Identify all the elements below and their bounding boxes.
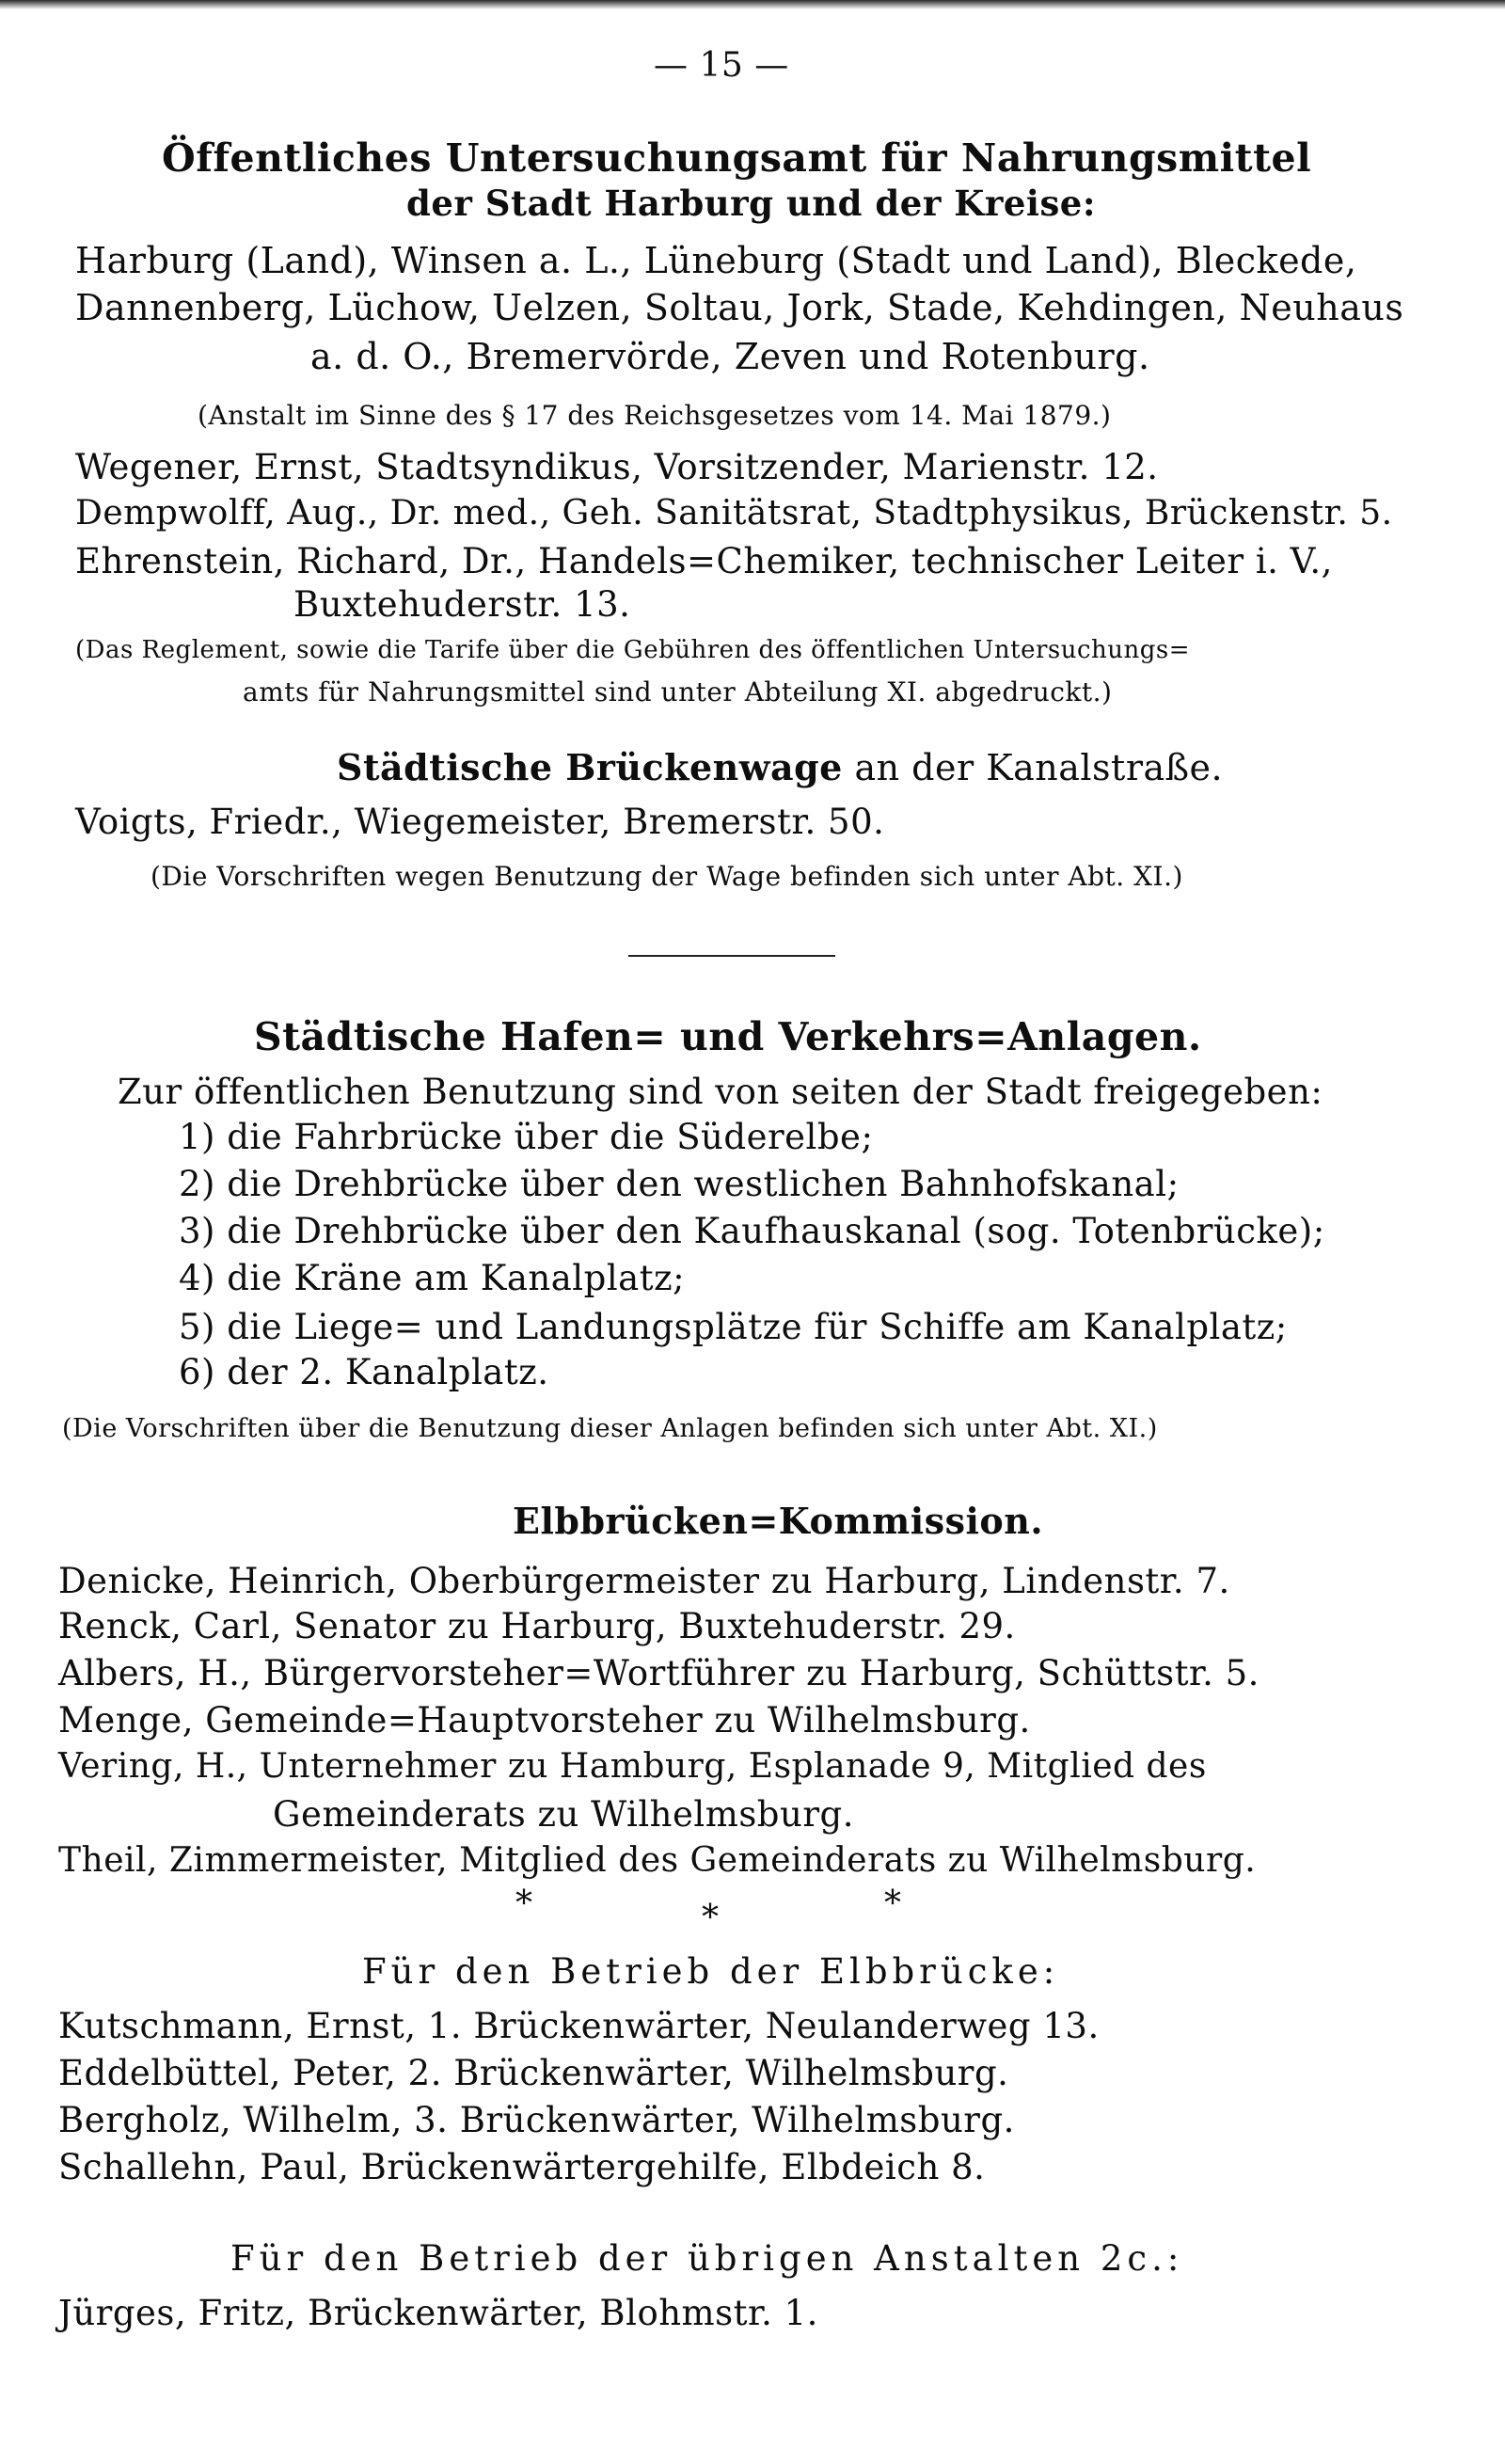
- member-line: Jürges, Fritz, Brückenwärter, Blohmstr. 1.: [58, 2293, 818, 2333]
- list-item-number: 6): [179, 1352, 215, 1392]
- betrieb-elbbruecke-heading: Für den Betrieb der Elbbrücke:: [362, 1951, 1060, 1992]
- member-line: Wegener, Ernst, Stadtsyndikus, Vorsitzender, Marienstr. 12.: [75, 447, 1159, 487]
- list-item: [179, 1164, 1180, 1204]
- list-item-number: 3): [179, 1211, 215, 1251]
- betrieb-uebrige-heading: Für den Betrieb der übrigen Anstalten 2c.:: [230, 2238, 1184, 2279]
- section-divider: [628, 955, 835, 957]
- list-item-number: 4): [179, 1258, 215, 1298]
- page-number: — 15 —: [654, 46, 789, 85]
- separator-star: *: [515, 1884, 532, 1923]
- member-line: Kutschmann, Ernst, 1. Brückenwärter, Neulanderweg 13.: [58, 2006, 1100, 2046]
- member-line: Voigts, Friedr., Wiegemeister, Bremerstr. 50.: [75, 802, 885, 842]
- district-line: a. d. O., Bremervörde, Zeven und Rotenburg.: [310, 336, 1150, 377]
- hafen-note: (Die Vorschriften über die Benutzung dieser Anlagen befinden sich unter Abt. XI.): [62, 1414, 1158, 1443]
- legal-note: (Anstalt im Sinne des § 17 des Reichsgesetzes vom 14. Mai 1879.): [198, 400, 1112, 431]
- list-item: [179, 1117, 874, 1157]
- list-item: [179, 1307, 1288, 1347]
- list-item-text: der 2. Kanalplatz.: [227, 1352, 549, 1392]
- list-item: [179, 1352, 549, 1392]
- hafen-heading: Städtische Hafen= und Verkehrs=Anlagen.: [254, 1014, 1202, 1059]
- list-item-text: die Fahrbrücke über die Süderelbe;: [227, 1117, 874, 1157]
- list-item-text: die Drehbrücke über den Kaufhauskanal (sog. Totenbrücke);: [227, 1211, 1325, 1251]
- member-line: Gemeinderats zu Wilhelmsburg.: [273, 1794, 854, 1835]
- member-line: Renck, Carl, Senator zu Harburg, Buxtehuderstr. 29.: [58, 1606, 1016, 1646]
- list-item-text: die Liege= und Landungsplätze für Schiffe am Kanalplatz;: [227, 1307, 1288, 1347]
- brueckenwage-heading-row: [337, 746, 1224, 788]
- hafen-intro: Zur öffentlichen Benutzung sind von seiten der Stadt freigegeben:: [118, 1072, 1323, 1112]
- list-item: [179, 1258, 686, 1298]
- brueckenwage-location: an der Kanalstraße.: [854, 747, 1224, 788]
- separator-star: *: [702, 1899, 719, 1937]
- member-line: Schallehn, Paul, Brückenwärtergehilfe, Elbdeich 8.: [58, 2147, 986, 2187]
- section-subtitle: der Stadt Harburg und der Kreise:: [406, 183, 1096, 224]
- wage-note: (Die Vorschriften wegen Benutzung der Wage befinden sich unter Abt. XI.): [150, 861, 1183, 892]
- member-line: Buxtehuderstr. 13.: [293, 584, 631, 625]
- member-line: Ehrenstein, Richard, Dr., Handels=Chemiker, technischer Leiter i. V.,: [75, 541, 1333, 581]
- list-item-text: die Kräne am Kanalplatz;: [227, 1258, 686, 1298]
- elbbruecken-heading: Elbbrücken=Kommission.: [513, 1500, 1044, 1542]
- list-item-text: die Drehbrücke über den westlichen Bahnhofskanal;: [227, 1164, 1180, 1204]
- footnote-line: (Das Reglement, sowie die Tarife über die Gebühren des öffentlichen Untersuchungs=: [75, 636, 1191, 664]
- member-line: Dempwolff, Aug., Dr. med., Geh. Sanitätsrat, Stadtphysikus, Brückenstr. 5.: [75, 494, 1393, 533]
- member-line: Eddelbüttel, Peter, 2. Brückenwärter, Wilhelmsburg.: [58, 2053, 1009, 2093]
- district-line: Harburg (Land), Winsen a. L., Lüneburg (Stadt und Land), Bleckede,: [75, 240, 1357, 281]
- member-line: Vering, H., Unternehmer zu Hamburg, Esplanade 9, Mitglied des: [58, 1747, 1207, 1786]
- separator-star: *: [884, 1884, 901, 1923]
- member-line: Menge, Gemeinde=Hauptvorsteher zu Wilhelmsburg.: [58, 1700, 1031, 1741]
- footnote-line: amts für Nahrungsmittel sind unter Abteilung XI. abgedruckt.): [243, 676, 1113, 707]
- list-item-number: 5): [179, 1307, 215, 1347]
- member-line: Theil, Zimmermeister, Mitglied des Gemeinderats zu Wilhelmsburg.: [58, 1841, 1257, 1880]
- member-line: Denicke, Heinrich, Oberbürgermeister zu Harburg, Lindenstr. 7.: [58, 1561, 1230, 1601]
- district-line: Dannenberg, Lüchow, Uelzen, Soltau, Jork, Stade, Kehdingen, Neuhaus: [75, 287, 1404, 328]
- list-item: [179, 1211, 1325, 1251]
- section-title: Öffentliches Untersuchungsamt für Nahrungsmittel: [162, 135, 1312, 181]
- member-line: Albers, H., Bürgervorsteher=Wortführer zu Harburg, Schüttstr. 5.: [58, 1653, 1259, 1693]
- brueckenwage-heading: Städtische Brückenwage: [337, 746, 843, 788]
- member-line: Bergholz, Wilhelm, 3. Brückenwärter, Wilhelmsburg.: [58, 2100, 1015, 2140]
- list-item-number: 2): [179, 1164, 215, 1204]
- list-item-number: 1): [179, 1117, 215, 1157]
